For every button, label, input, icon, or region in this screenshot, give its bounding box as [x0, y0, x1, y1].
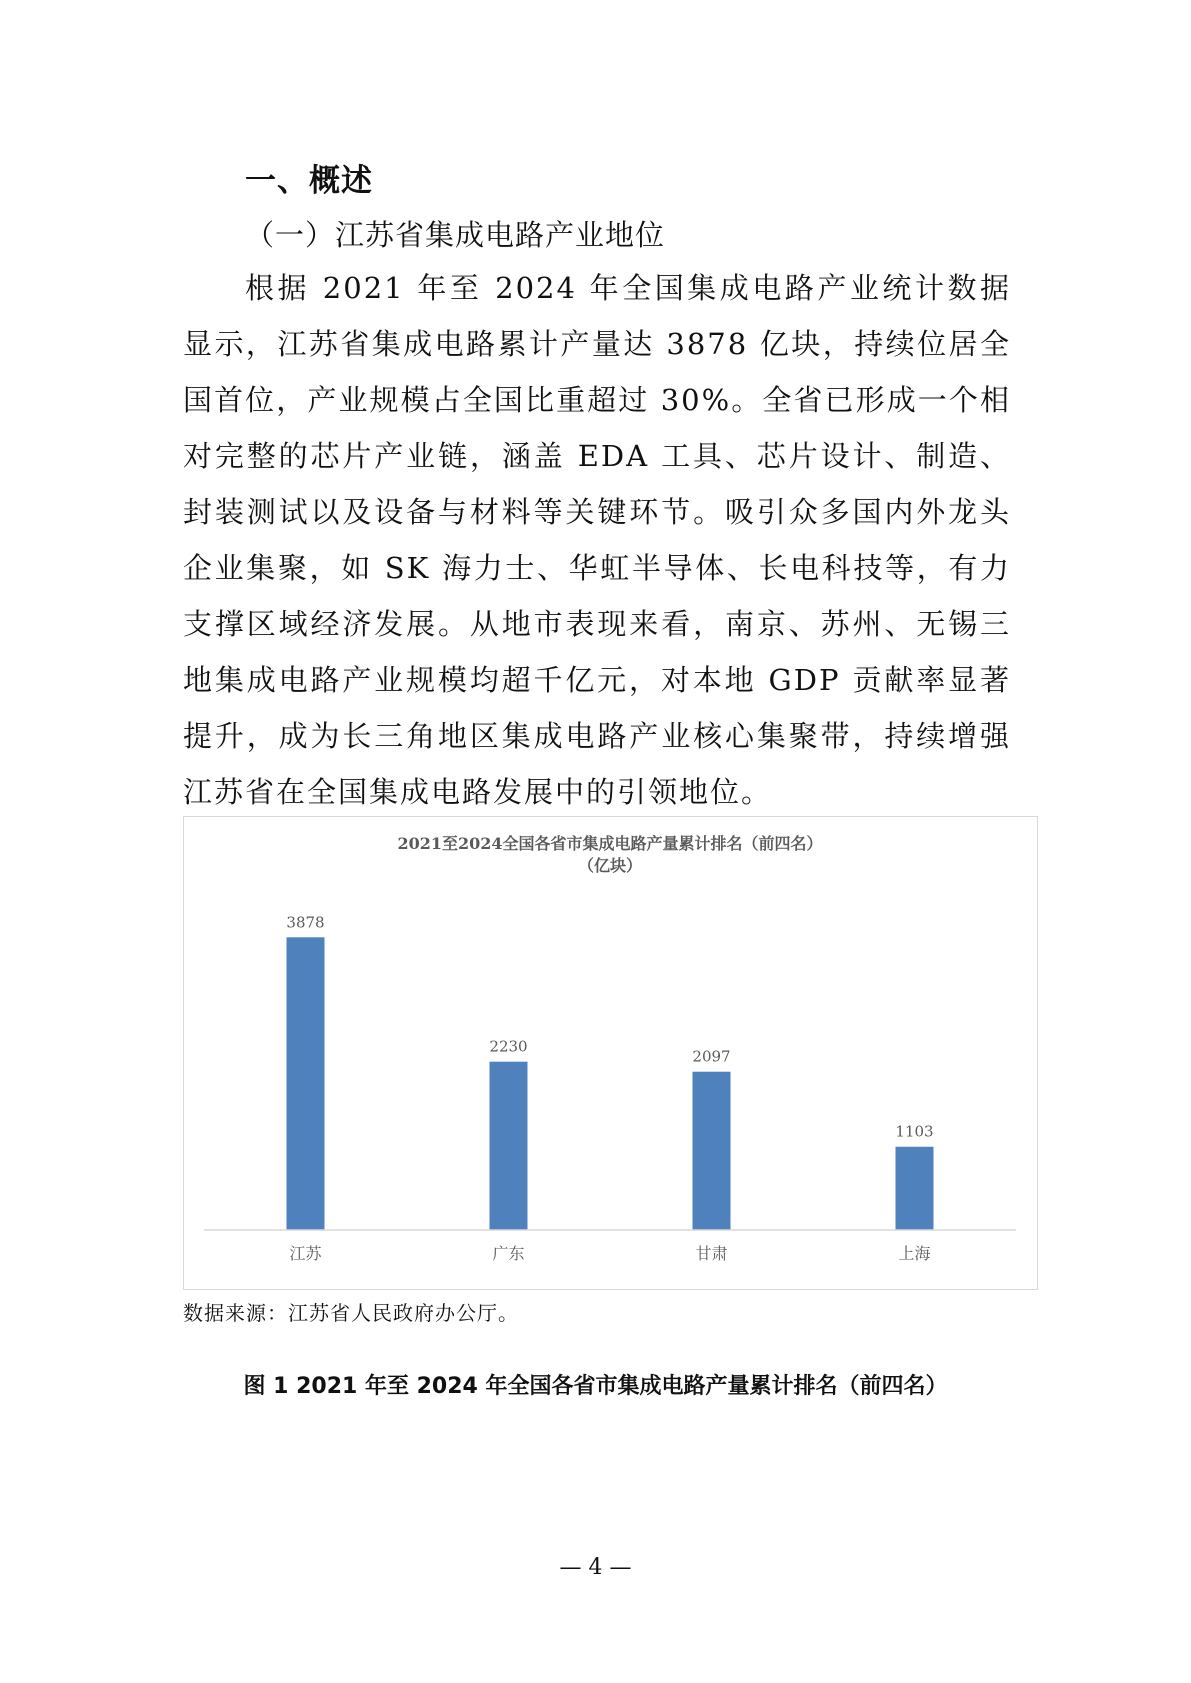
chart-title: 2021至2024全国各省市集成电路产量累计排名（前四名）	[397, 834, 823, 853]
bar-value-label: 3878	[286, 913, 325, 932]
body-paragraph: 根据 2021 年至 2024 年全国集成电路产业统计数据显示，江苏省集成电路累计产量达 3878 亿块，持续位居全国首位，产业规模占全国比重超过 30%。全省已形成一个相对完整的芯片产业链，涵盖 EDA 工具、芯片设计、制造、封装测试以及设备与材料等关键环节。吸引众多国内外龙头企业集聚，如 SK 海力士、华虹半导体、长电科技等，有力支撑区域经济发展。从地市表现来看，南京、苏州、无锡三地集成电路产业规模均超千亿元，对本地 GDP 贡献率显著提升，成为长三角地区集成电路产业核心集聚带，持续增强江苏省在全国集成电路发展中的引领地位。	[183, 271, 1011, 809]
category-label: 甘肃	[695, 1244, 728, 1263]
figure-caption: 图 1 2021 年至 2024 年全国各省市集成电路产量累计排名（前四名）	[243, 1374, 948, 1399]
category-label: 上海	[898, 1244, 931, 1263]
chart-container	[183, 816, 1038, 1290]
chart-subtitle: （亿块）	[577, 856, 643, 875]
bar-1	[490, 1062, 528, 1230]
bar-value-label: 2230	[489, 1037, 528, 1056]
bar-value-label: 2097	[692, 1047, 731, 1066]
bar-chart	[184, 817, 1037, 1289]
bar-2	[693, 1072, 731, 1230]
category-label: 广东	[492, 1244, 525, 1263]
bar-value-label: 1103	[895, 1122, 934, 1141]
category-label: 江苏	[289, 1244, 322, 1263]
data-source-note: 数据来源：江苏省人民政府办公厅。	[183, 1301, 519, 1325]
bar-0	[287, 937, 325, 1230]
page-number: — 4 —	[559, 1555, 632, 1580]
section-heading: 一、概述	[245, 163, 373, 199]
subsection-heading: （一）江苏省集成电路产业地位	[245, 218, 666, 252]
bar-3	[896, 1147, 934, 1230]
